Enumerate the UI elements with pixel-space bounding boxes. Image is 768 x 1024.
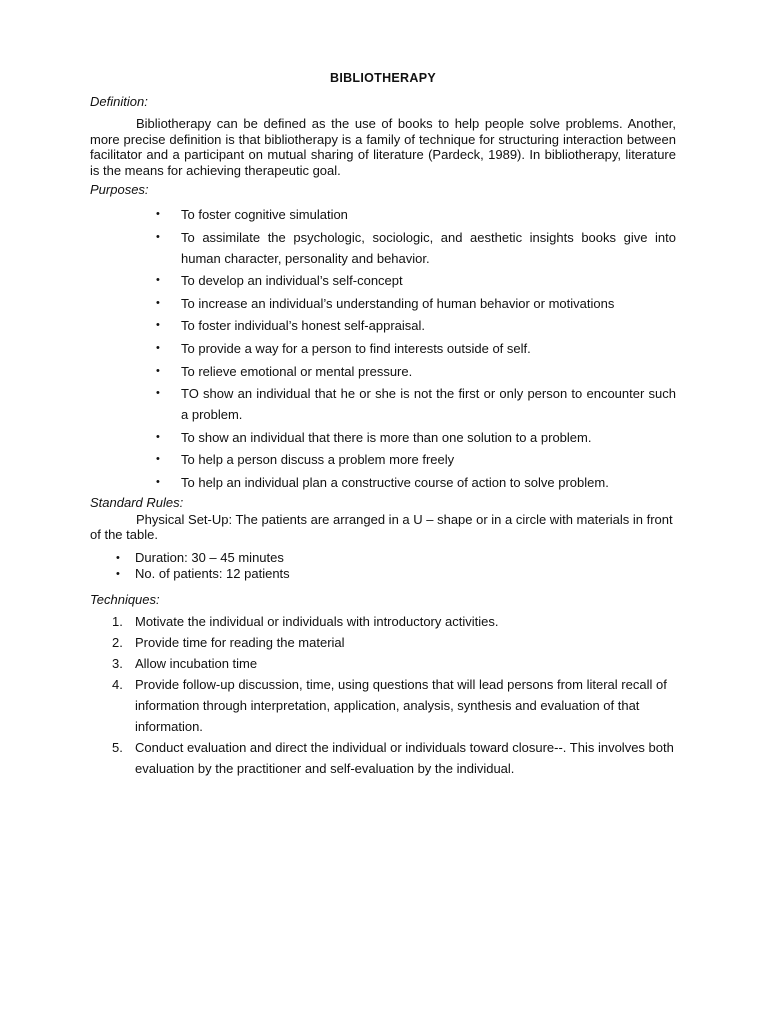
bullet-icon: • <box>156 453 160 466</box>
list-item: • TO show an individual that he or she is not the first or only person to encounter such a problem. <box>156 383 676 425</box>
list-item: 3. Allow incubation time <box>112 653 676 674</box>
list-item: 2. Provide time for reading the material <box>112 632 676 653</box>
bullet-icon: • <box>156 430 160 443</box>
list-item: • To foster individual’s honest self-appraisal. <box>156 315 676 336</box>
list-item: • To develop an individual’s self-concept <box>156 270 676 291</box>
step-number: 1. <box>112 613 123 629</box>
physical-setup-text: Physical Set-Up: The patients are arranged in a U – shape or in a circle with materials in front of the table. <box>90 511 673 542</box>
bullet-icon: • <box>156 296 160 309</box>
bullet-icon: • <box>116 567 120 580</box>
list-item: 4. Provide follow-up discussion, time, using questions that will lead persons from literal recall of information through interpretation, application, analysis, synthesis and evaluation of that information. <box>112 674 676 737</box>
page-title: BIBLIOTHERAPY <box>330 71 436 85</box>
bullet-icon: • <box>156 387 160 400</box>
bullet-icon: • <box>156 274 160 287</box>
list-item: • To relieve emotional or mental pressure. <box>156 361 676 382</box>
bullet-icon: • <box>156 208 160 220</box>
bullet-icon: • <box>156 341 160 354</box>
purposes-heading: Purposes: <box>90 182 149 197</box>
list-item: • To provide a way for a person to find interests outside of self. <box>156 338 676 359</box>
list-item: • To increase an individual’s understanding of human behavior or motivations <box>156 293 676 314</box>
bullet-icon: • <box>156 364 160 377</box>
list-item: 5. Conduct evaluation and direct the individual or individuals toward closure--. This involves both evaluation by the practitioner and self-evaluation by the individual. <box>112 737 676 779</box>
rules-list <box>90 550 676 582</box>
step-number: 5. <box>112 739 123 755</box>
list-item: • To assimilate the psychologic, sociologic, and aesthetic insights books give into human character, personality and behavior. <box>156 227 676 269</box>
list-item: • To help an individual plan a constructive course of action to solve problem. <box>156 472 676 493</box>
techniques-heading: Techniques: <box>90 591 160 607</box>
techniques-list <box>90 611 676 779</box>
bullet-icon: • <box>156 230 160 243</box>
step-number: 4. <box>112 676 123 692</box>
definition-text: Bibliotherapy can be defined as the use of books to help people solve problems. Another, more precise definition is that bibliotherapy is a family of technique for structuring interaction between facilitator and a participant on mutual sharing of literature (Pardeck, 1989). In bibliotherapy, literature is the means for achieving therapeutic goal. <box>90 116 676 178</box>
list-item: • Duration: 30 – 45 minutes <box>116 549 284 565</box>
definition-paragraph <box>90 116 676 178</box>
physical-setup-paragraph <box>90 512 676 542</box>
standard-rules-heading: Standard Rules: <box>90 494 184 510</box>
bullet-icon: • <box>156 319 160 332</box>
list-item: • To help a person discuss a problem more freely <box>156 449 676 470</box>
list-item: • To foster cognitive simulation <box>156 204 676 225</box>
list-item: • No. of patients: 12 patients <box>116 565 290 581</box>
list-item: 1. Motivate the individual or individuals with introductory activities. <box>112 611 676 632</box>
purposes-list <box>90 204 676 493</box>
definition-heading: Definition: <box>90 94 148 109</box>
list-item: • To show an individual that there is more than one solution to a problem. <box>156 427 676 448</box>
bullet-icon: • <box>116 551 120 564</box>
step-number: 2. <box>112 634 123 650</box>
bullet-icon: • <box>156 475 160 488</box>
step-number: 3. <box>112 655 123 671</box>
